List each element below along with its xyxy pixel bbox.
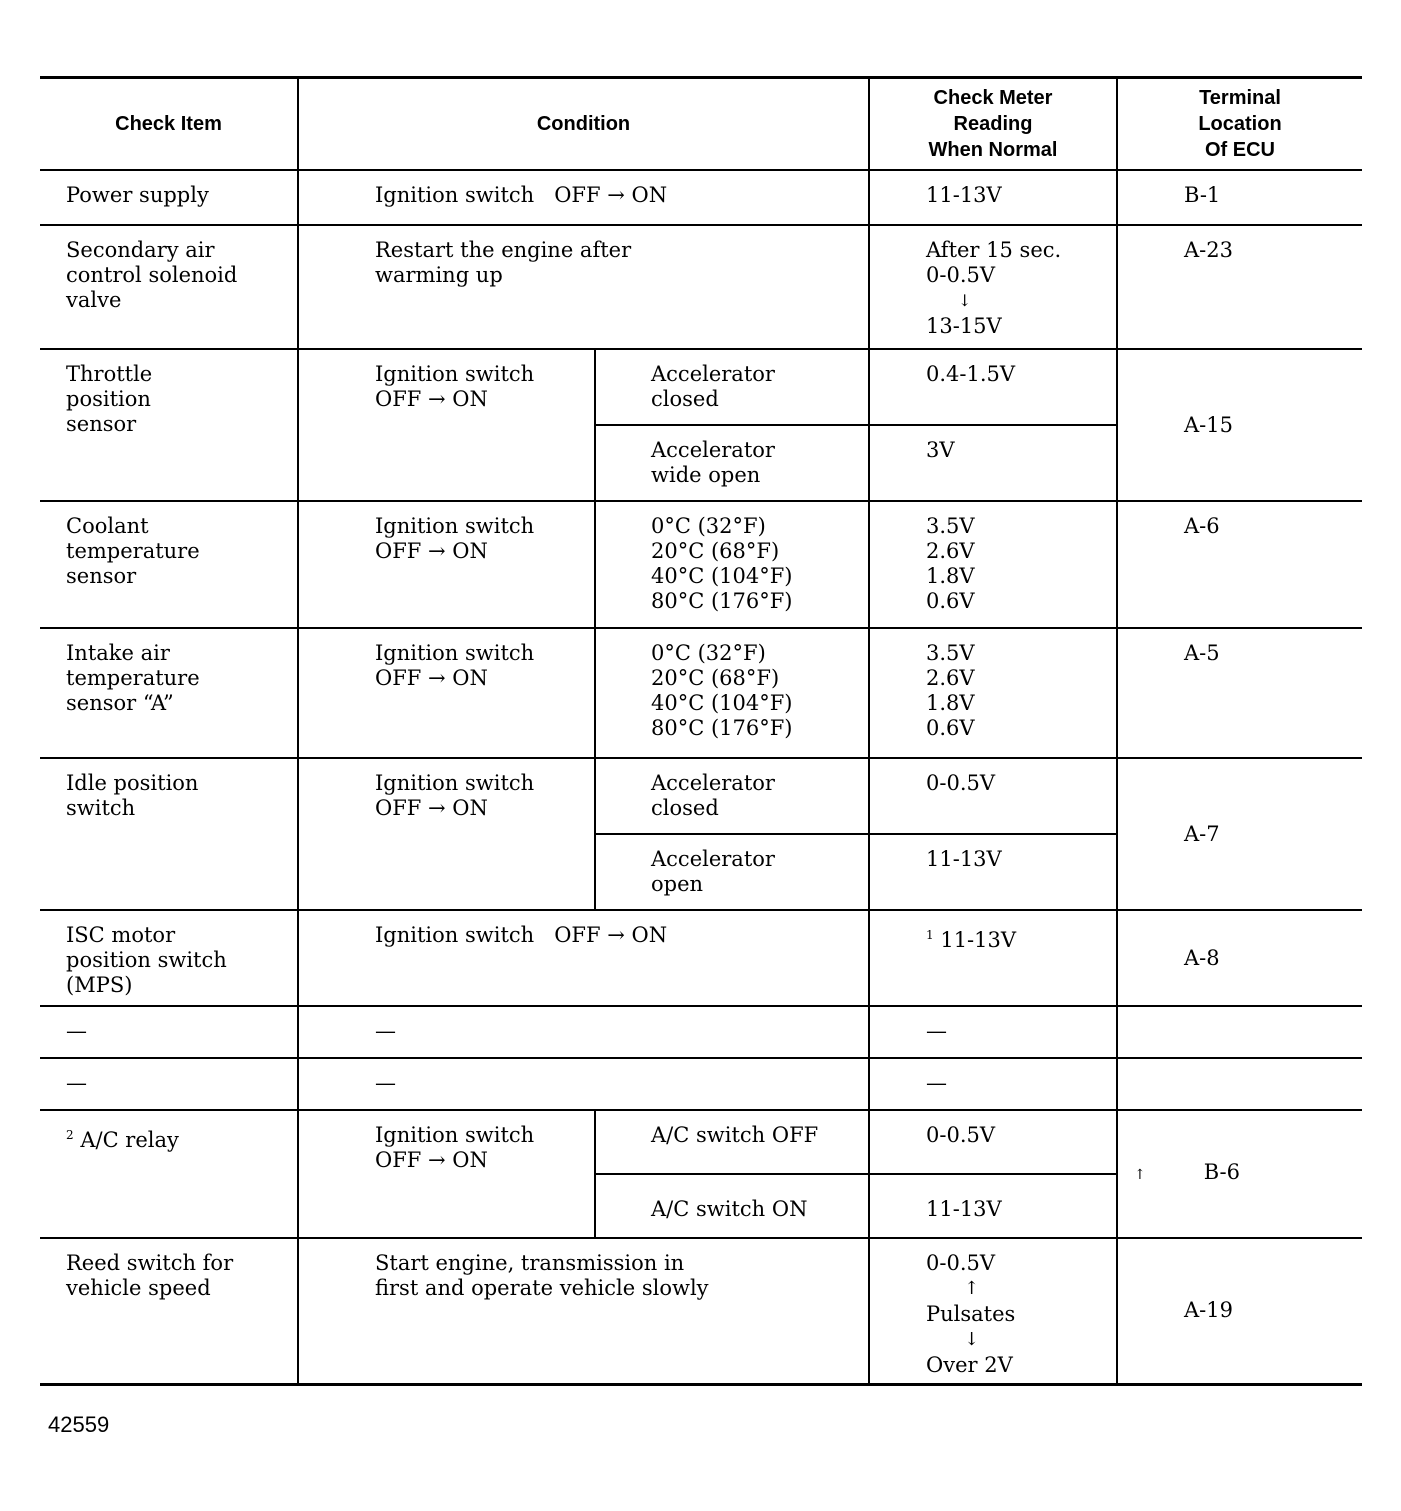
check-item [40,1238,298,1384]
footnote-mark: 2 [66,1128,74,1142]
condition: Ignition switch OFF → ON [298,910,869,1006]
header-reading [869,78,1117,171]
reading-line: Pulsates [926,1302,1016,1326]
condition-line: Start engine, transmission in [375,1251,685,1275]
condition [298,758,595,910]
check-item-line: position switch [66,948,227,972]
check-item [40,349,298,501]
reading [869,910,1117,1006]
terminal [1117,1058,1362,1110]
sub-condition: A/C switch ON [595,1174,869,1238]
check-item: — [40,1006,298,1058]
reading: 11-13V [869,834,1117,910]
sub-condition: A/C switch OFF [595,1110,869,1174]
reading: 0.4-1.5V [869,349,1117,425]
temperature-line: 40°C (104°F) [651,691,793,715]
check-item: Power supply [40,170,298,225]
check-item-line: Throttle [66,362,153,386]
sub-condition [595,425,869,501]
check-item-line: switch [66,796,136,820]
temperature-line: 80°C (176°F) [651,716,793,740]
check-item-line: Reed switch for [66,1251,234,1275]
arrow-down-icon: ↓ [958,291,972,310]
terminal-value: B-6 [1203,1160,1241,1184]
row-ac-sub1 [40,1110,1362,1174]
row-blank-2 [40,1058,1362,1110]
sub-condition [595,758,869,834]
terminal: A-19 [1117,1238,1362,1384]
check-item-line: Secondary air [66,238,215,262]
reading-value: 11-13V [940,928,1017,952]
temperature-line: 80°C (176°F) [651,589,793,613]
condition-line: Ignition switch [375,641,535,665]
reading-line: After 15 sec. [926,238,1062,262]
terminal [1117,1110,1362,1238]
reading-line: 0.6V [926,589,975,613]
header-check-item: Check Item [40,78,298,171]
check-item-line: position [66,387,151,411]
condition-line: warming up [375,263,503,287]
temperature-line: 0°C (32°F) [651,641,766,665]
condition-line: OFF → ON [375,539,488,563]
check-item-line: temperature [66,539,200,563]
check-item-line: valve [66,288,122,312]
row-secondary-air [40,225,1362,349]
reading-line: 0-0.5V [926,263,996,287]
condition-line: Ignition switch [375,514,535,538]
terminal: A-8 [1117,910,1362,1006]
terminal: A-23 [1117,225,1362,349]
condition-line: Ignition switch [375,1123,535,1147]
condition-line: Ignition switch [375,362,535,386]
sub-condition-line: Accelerator [651,847,775,871]
check-item [40,225,298,349]
check-item-line: vehicle speed [66,1276,211,1300]
reading [869,225,1117,349]
sub-condition-line: closed [651,387,719,411]
reading-line: Over 2V [926,1353,1013,1377]
reading: — [869,1058,1117,1110]
temperature-line: 20°C (68°F) [651,539,780,563]
figure-number: 42559 [48,1412,110,1437]
condition-line: OFF → ON [375,666,488,690]
arrow-up-icon: ↑ [1134,1167,1146,1183]
check-item: — [40,1058,298,1110]
sub-condition-line: Accelerator [651,771,775,795]
condition [298,501,595,628]
condition: — [298,1058,869,1110]
check-item-line: Intake air [66,641,170,665]
reading: 0-0.5V [869,1110,1117,1174]
sub-condition [595,628,869,758]
condition: Ignition switch OFF → ON [298,170,869,225]
terminal: A-6 [1117,501,1362,628]
sub-condition-line: closed [651,796,719,820]
reading-line: 1.8V [926,691,975,715]
arrow-up-icon: ↑ [964,1278,980,1299]
condition [298,225,869,349]
row-intake-air [40,628,1362,758]
row-coolant [40,501,1362,628]
reading: 11-13V [869,170,1117,225]
header-terminal-line: Of ECU [1205,139,1275,161]
arrow-down-icon: ↓ [964,1329,980,1350]
reading: 11-13V [869,1174,1117,1238]
condition-line: Ignition switch [375,771,535,795]
condition-line: Restart the engine after [375,238,632,262]
reading-line: 2.6V [926,666,975,690]
reading-line: 2.6V [926,539,975,563]
sub-condition [595,501,869,628]
reading-line: 0-0.5V [926,1251,996,1275]
reading [869,1238,1117,1384]
header-row [40,78,1362,171]
header-reading-line: Check Meter [933,87,1053,109]
check-item-line: control solenoid [66,263,238,287]
terminal: B-1 [1117,170,1362,225]
check-item-line: sensor “A” [66,691,174,715]
temperature-line: 0°C (32°F) [651,514,766,538]
check-item-line: temperature [66,666,200,690]
check-item-line: ISC motor [66,923,176,947]
reading-line: 13-15V [926,314,1002,338]
reading-line: 1.8V [926,564,975,588]
reading: 0-0.5V [869,758,1117,834]
reading [869,628,1117,758]
terminal: A-5 [1117,628,1362,758]
check-item [40,758,298,910]
sub-condition-line: Accelerator [651,362,775,386]
check-item-line: sensor [66,412,137,436]
check-item-text: A/C relay [80,1128,179,1152]
check-item-line: (MPS) [66,973,133,997]
reading: — [869,1006,1117,1058]
condition-line: OFF → ON [375,1148,488,1172]
header-terminal [1117,78,1362,171]
header-terminal-line: Location [1198,113,1282,135]
check-item [40,1110,298,1238]
reading-line: 3.5V [926,641,975,665]
condition [298,1110,595,1238]
temperature-line: 40°C (104°F) [651,564,793,588]
row-idle-sub1 [40,758,1362,834]
reading [869,501,1117,628]
check-item [40,910,298,1006]
condition [298,628,595,758]
condition: — [298,1006,869,1058]
condition-line: OFF → ON [375,387,488,411]
row-blank-1 [40,1006,1362,1058]
reading: 3V [869,425,1117,501]
condition [298,1238,869,1384]
terminal [1117,1006,1362,1058]
condition-line: first and operate vehicle slowly [375,1276,709,1300]
check-item [40,501,298,628]
header-reading-line: Reading [953,113,1033,135]
sub-condition [595,834,869,910]
reading-line: 3.5V [926,514,975,538]
ecu-check-table [40,76,1362,1386]
check-item-line: Coolant [66,514,149,538]
row-power-supply [40,170,1362,225]
sub-condition-line: wide open [651,463,761,487]
check-item-line: sensor [66,564,137,588]
row-isc-motor [40,910,1362,1006]
check-item [40,628,298,758]
condition [298,349,595,501]
header-reading-line: When Normal [928,139,1058,161]
sub-condition-line: Accelerator [651,438,775,462]
reading-line: 0.6V [926,716,975,740]
check-item-line: Idle position [66,771,199,795]
row-throttle-sub1 [40,349,1362,425]
header-condition: Condition [298,78,869,171]
condition-line: OFF → ON [375,796,488,820]
sub-condition [595,349,869,425]
sub-condition-line: open [651,872,704,896]
header-terminal-line: Terminal [1199,87,1281,109]
terminal: A-15 [1117,349,1362,501]
footnote-mark: 1 [926,928,934,942]
temperature-line: 20°C (68°F) [651,666,780,690]
terminal: A-7 [1117,758,1362,910]
row-reed-switch [40,1238,1362,1384]
